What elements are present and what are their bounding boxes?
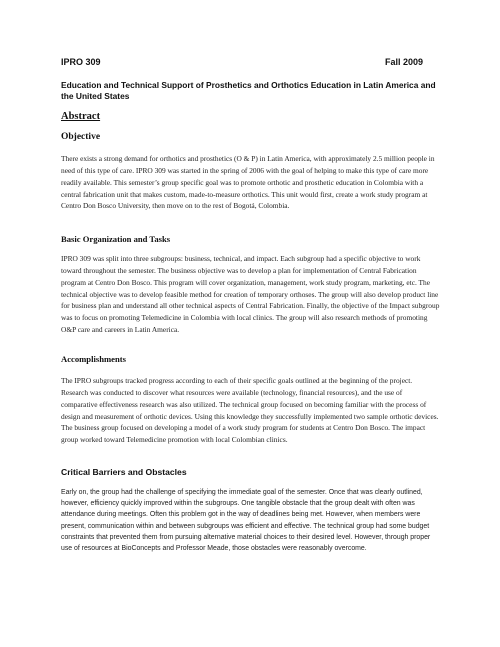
section-heading-barriers: Critical Barriers and Obstacles xyxy=(61,467,187,477)
section-heading-accomplishments: Accomplishments xyxy=(61,354,126,364)
section-body-organization: IPRO 309 was split into three subgroups: business, technical, and impact. Each subgroup had a specific objective to work toward throughout the semester. The business objective was to develop a plan for implementation of Central Fabrication program at Centro Don Bosco. This program will cover organization, management, work study program, marketing, etc. The technical objective was to develop feasible method for creation of temporary orthoses. The group will also develop product line for business plan and understand all other technical aspects of Central Fabrication. Finally, the objective of the Impact subgroup was to focus on promoting Telemedicine in Colombia with local clinics. The group will also research methods of promoting O&P care and careers in Latin America. xyxy=(61,254,440,335)
document-title: Education and Technical Support of Prosthetics and Orthotics Education in Latin America and the United States xyxy=(61,80,436,102)
section-body-barriers: Early on, the group had the challenge of specifying the immediate goal of the semester. Once that was clearly outlined, however, efficiency quickly improved within the subgroups. One tangible obstacle that the group dealt with often was attendance during meetings. Often this problem got in the way of deadlines being met. However, when members were present, communication within and between subgroups was efficient and effective. The technical group had some budget constraints that prevented them from pursuing alternative material choices to their desired level. However, through proper use of resources at BioConcepts and Professor Meade, those obstacles were reasonably overcome. xyxy=(61,489,431,552)
course-code: IPRO 309 xyxy=(61,57,101,67)
abstract-heading: Abstract xyxy=(61,111,101,122)
term-label: Fall 2009 xyxy=(385,57,424,67)
section-heading-organization: Basic Organization and Tasks xyxy=(61,234,171,244)
section-body-objective: There exists a strong demand for orthotics and prosthetics (O & P) in Latin America, with approximately 2.5 million people in need of this type of care. IPRO 309 was started in the spring of 2006 with the goal of helping to make this type of care more readily available. This semester’s group specific goal was to promote orthotic and prosthetic education in Colombia with a central fabrication unit that makes custom, made-to-measure orthotics. This unit would first, create a work study program at Centro Don Bosco University, then move on to the rest of Bogotá, Colombia. xyxy=(61,154,435,211)
section-body-accomplishments: The IPRO subgroups tracked progress according to each of their specific goals outlined at the beginning of the project. Research was conducted to discover what resources were available (technology, financial resources), and the use of comparative effectiveness research was also utilized. The technical group focused on becoming familiar with the process of design and measurement of orthotic devices. Using this knowledge they successfully implemented two sample orthotic devices. The business group focused on developing a model of a work study program for students at Centro Don Bosco. The impact group worked toward Telemedicine promotion with local Colombian clinics. xyxy=(61,376,439,445)
section-heading-objective: Objective xyxy=(61,132,101,142)
